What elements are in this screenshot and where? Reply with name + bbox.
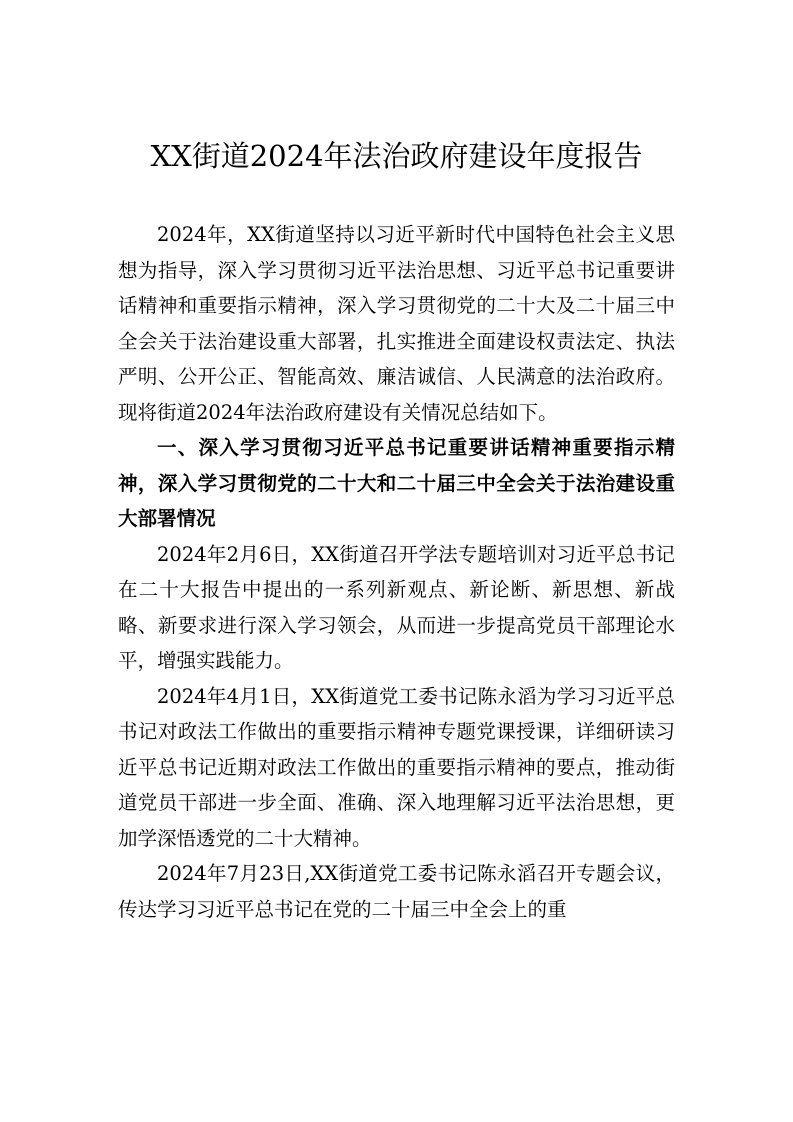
body-paragraph-feb: 2024年2月6日，XX街道召开学法专题培训对习近平总书记在二十大报告中提出的一系列新观点、新论断、新思想、新战略、新要求进行深入学习领会，从而进一步提高党员干部理论水平，增强实践能力。 (118, 542, 675, 672)
document-body (118, 217, 675, 927)
section-heading-1: 一、深入学习贯彻习近平总书记重要讲话精神重要指示精神，深入学习贯彻党的二十大和二十届三中全会关于法治建设重大部署情况 (118, 436, 675, 530)
intro-paragraph: 2024年，XX街道坚持以习近平新时代中国特色社会主义思想为指导，深入学习贯彻习近平法治思想、习近平总书记重要讲话精神和重要指示精神，深入学习贯彻党的二十大及二十届三中全会关于法治建设重大部署，扎实推进全面建设权责法定、执法严明、公开公正、智能高效、廉洁诚信、人民满意的法治政府。现将街道2024年法治政府建设有关情况总结如下。 (118, 223, 675, 424)
body-paragraph-apr: 2024年4月1日，XX街道党工委书记陈永滔为学习习近平总书记对政法工作做出的重要指示精神专题党课授课，详细研读习近平总书记近期对政法工作做出的重要指示精神的要点，推动街道党员干部进一步全面、准确、深入地理解习近平法治思想，更加学深悟透党的二十大精神。 (118, 684, 675, 850)
body-paragraph-jul: 2024年7月23日,XX街道党工委书记陈永滔召开专题会议，传达学习习近平总书记在党的二十届三中全会上的重 (118, 862, 675, 921)
document-title: XX街道2024年法治政府建设年度报告 (150, 139, 643, 173)
